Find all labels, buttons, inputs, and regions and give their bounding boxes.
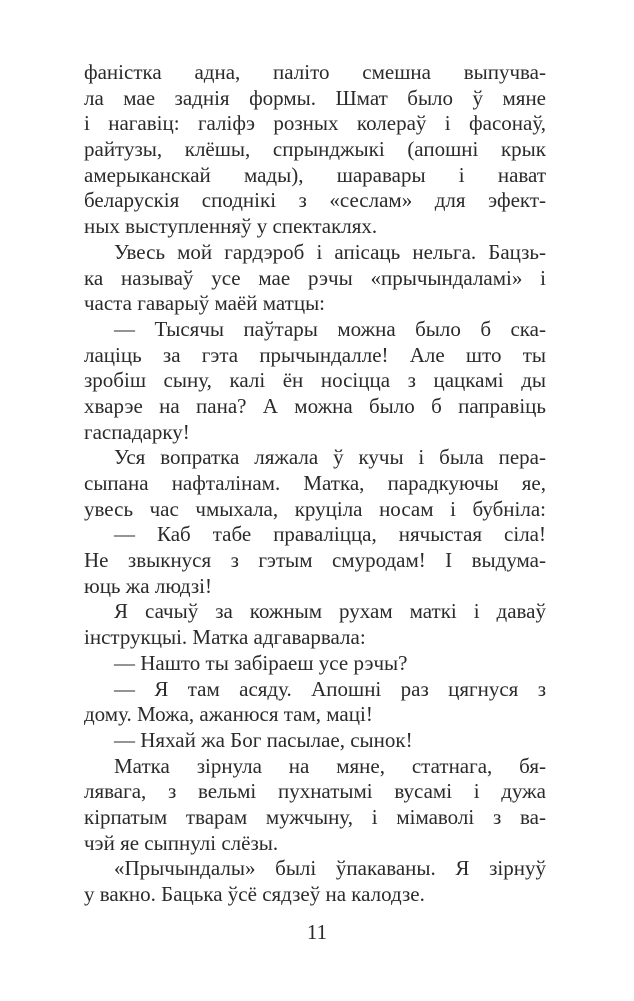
text-line: — Няхай жа Бог пасылае, сынок! (114, 727, 413, 752)
text-line: інструкцыі. Матка адгаварвала: (84, 625, 366, 650)
text-line: — Я там асяду. Апошні раз цягнуся з (114, 676, 546, 701)
text-line: дому. Можа, ажанюся там, маці! (84, 702, 373, 727)
text-line: зробіш сыну, калі ён носіцца з цацкамі ды (84, 368, 546, 393)
text-line: гаспадарку! (84, 419, 190, 444)
text-line: часта гаварыў маёй матцы: (84, 291, 326, 316)
text-line: кірпатым тварам мужчыну, і мімаволі з ва- (84, 804, 546, 829)
text-line: ных выступленняў у спектаклях. (84, 214, 378, 239)
text-line: ка называў усе мае рэчы «прычындаламі» і (84, 265, 546, 290)
text-line: лаціць за гэта прычындалле! Але што ты (84, 342, 546, 367)
text-line: — Каб табе праваліцца, нячыстая сіла! (114, 522, 546, 547)
text-line: у вакно. Бацька ўсё сядзеў на калодзе. (84, 882, 425, 906)
text-line: хварэе на пана? А можна было б паправіць (84, 393, 546, 418)
text-line: Матка зірнула на мяне, статнага, бя- (114, 753, 546, 778)
text-line: Я сачыў за кожным рухам маткі і даваў (114, 599, 546, 624)
text-line: «Прычындалы» былі ўпакаваны. Я зірнуў (114, 856, 546, 881)
text-line: райтузы, клёшы, спрынджыкі (апошні крык (84, 137, 546, 162)
text-line: лявага, з вельмі пухнатымі вусамі і дужа (84, 779, 546, 804)
text-line: амерыканскай мады), шаравары і нават (84, 162, 546, 187)
text-line: — Нашто ты забіраеш усе рэчы? (114, 650, 408, 675)
text-line: беларускія споднікі з «сеслам» для эфект- (84, 188, 546, 213)
page-number: 11 (306, 920, 328, 944)
text-line: увесь час чмыхала, круціла носам і бубніла: (84, 496, 546, 521)
text-line: юць жа людзі! (84, 573, 212, 598)
text-line: — Тысячы паўтары можна было б ска- (114, 316, 546, 341)
text-line: Уся вопратка ляжала ў кучы і была пера- (114, 445, 546, 470)
text-line: чэй яе сыпнулі слёзы. (84, 830, 279, 855)
text-line: сыпана нафталінам. Матка, парадкуючы яе, (84, 471, 546, 495)
text-line: фаністка адна, паліто смешна выпучва- (84, 60, 546, 84)
page-text (84, 60, 546, 908)
text-line: Не звыкнуся з гэтым смуродам! І выдума- (84, 548, 546, 573)
text-line: ла мае заднія формы. Шмат было ў мяне (84, 85, 546, 110)
text-line: і нагавіц: галіфэ розных колераў і фасонаў, (84, 111, 546, 136)
text-line: Увесь мой гардэроб і апісаць нельга. Бацзь- (114, 239, 546, 264)
